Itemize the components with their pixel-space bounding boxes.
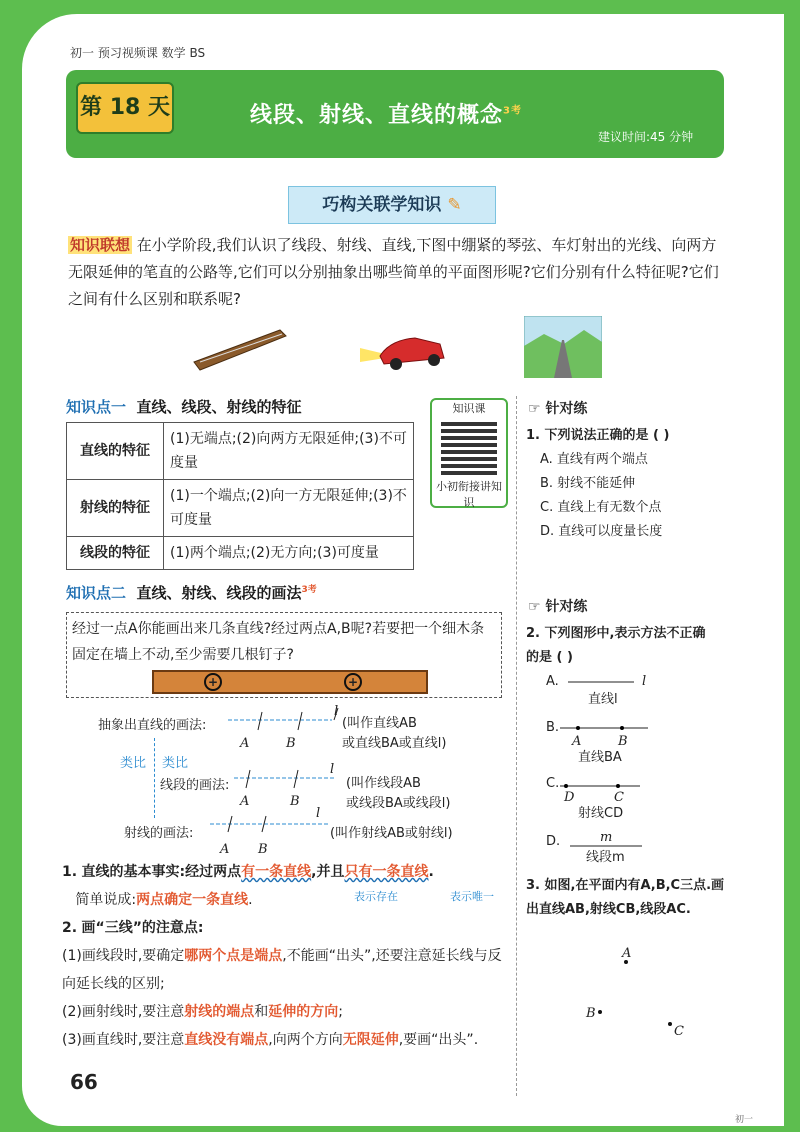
hand-icon: ☞	[528, 599, 541, 615]
kp2-heading: 知识点二 直线、射线、线段的画法$^{3考}$	[66, 584, 317, 602]
intro-paragraph: 知识联想 在小学阶段,我们认识了线段、射线、直线,下图中绷紧的琴弦、车灯射出的光线、向两方无限延伸的笔直的公路等,它们可以分别抽象出哪些简单的平面图形呢?它们分别有什么特征呢?它们之间有什么区别和联系呢?	[68, 236, 719, 308]
segment-draw-label: 线段的画法:	[160, 778, 230, 793]
option-d[interactable]: D.	[546, 834, 561, 849]
suggested-time: 建议时间:45 分钟	[598, 130, 694, 144]
kp1-heading: 知识点一 直线、线段、射线的特征	[66, 398, 302, 416]
option-a[interactable]: A.	[546, 674, 559, 689]
analogy-label: 类比	[120, 756, 147, 771]
rule-2: 2. 画“三线”的注意点: (1)画线段时,要确定哪两个点是端点,不能画“出头”,还要注意延长线与反向延长线的区别; (2)画射线时,要注意射线的端点和延伸的方向; (3)画直线时,要注意直线没有端点,向两个方向无限延伸,要画“出头”.	[62, 920, 502, 1048]
option[interactable]: C. 直线上有无数个点	[540, 500, 662, 515]
practice-1: 1. 下列说法正确的是 ( ) A. 直线有两个端点 B. 射线不能延伸 C. 直线上有无数个点 D. 直线可以度量长度	[526, 424, 726, 544]
question-2: 2. 下列图形中,表示方法不正确 的是 ( )	[526, 626, 706, 665]
analogy-label: 类比	[162, 756, 189, 771]
features-table	[66, 422, 414, 570]
option-c[interactable]: C.	[546, 776, 560, 791]
series-label: 初一 预习视频课 数学 BS	[70, 46, 206, 60]
option[interactable]: B. 射线不能延伸	[540, 476, 636, 491]
qr-card[interactable]: 知识课 小初衔接讲知识	[430, 398, 508, 508]
page-number: 66	[70, 1070, 98, 1094]
car-illustration	[360, 318, 450, 378]
practice-1-heading: ☞ 针对练	[528, 401, 588, 417]
question-3: 3. 如图,在平面内有A,B,C三点.画出直线AB,射线CB,线段AC.	[526, 878, 725, 917]
nail-icon: +	[204, 673, 222, 691]
option[interactable]: A. 直线有两个端点	[540, 452, 648, 467]
practice-2-heading: ☞ 针对练	[528, 599, 588, 615]
segment-diagram	[234, 764, 344, 804]
wood-strip	[152, 670, 428, 694]
line-draw-label: 抽象出直线的画法:	[98, 718, 207, 733]
table-row: 直线的特征 (1)无端点;(2)向两方无限延伸;(3)不可度量	[67, 423, 414, 480]
page-title: 线段、射线、直线的概念$^{3考}$	[250, 103, 522, 128]
nail-icon: +	[344, 673, 362, 691]
pencil-icon: ✎	[447, 195, 462, 215]
table-row: 射线的特征 (1)一个端点;(2)向一方无限延伸;(3)不可度量	[67, 480, 414, 537]
ray-draw-label: 射线的画法:	[124, 826, 194, 841]
qr-code-icon	[441, 419, 497, 475]
road-illustration	[524, 316, 602, 378]
rule-1: 1. 直线的基本事实:经过两点有一条直线,并且只有一条直线. 简单说成:两点确定一条直线.	[62, 864, 434, 908]
hand-icon: ☞	[528, 401, 541, 417]
footer-label: 初一	[735, 1115, 754, 1125]
table-row: 线段的特征 (1)两个端点;(2)无方向;(3)可度量	[67, 537, 414, 570]
option[interactable]: D. 直线可以度量长度	[540, 524, 663, 539]
option-b[interactable]: B.	[546, 720, 560, 735]
question-text: 经过一点A你能画出来几条直线?经过两点A,B呢?若要把一个细木条固定在墙上不动,至少需要几根钉子?	[72, 621, 485, 663]
column-divider	[516, 396, 517, 1096]
section-title: 巧构关联学知识 ✎	[288, 186, 496, 224]
day-badge: 第 18 天	[76, 82, 174, 134]
zither-illustration	[190, 322, 290, 372]
